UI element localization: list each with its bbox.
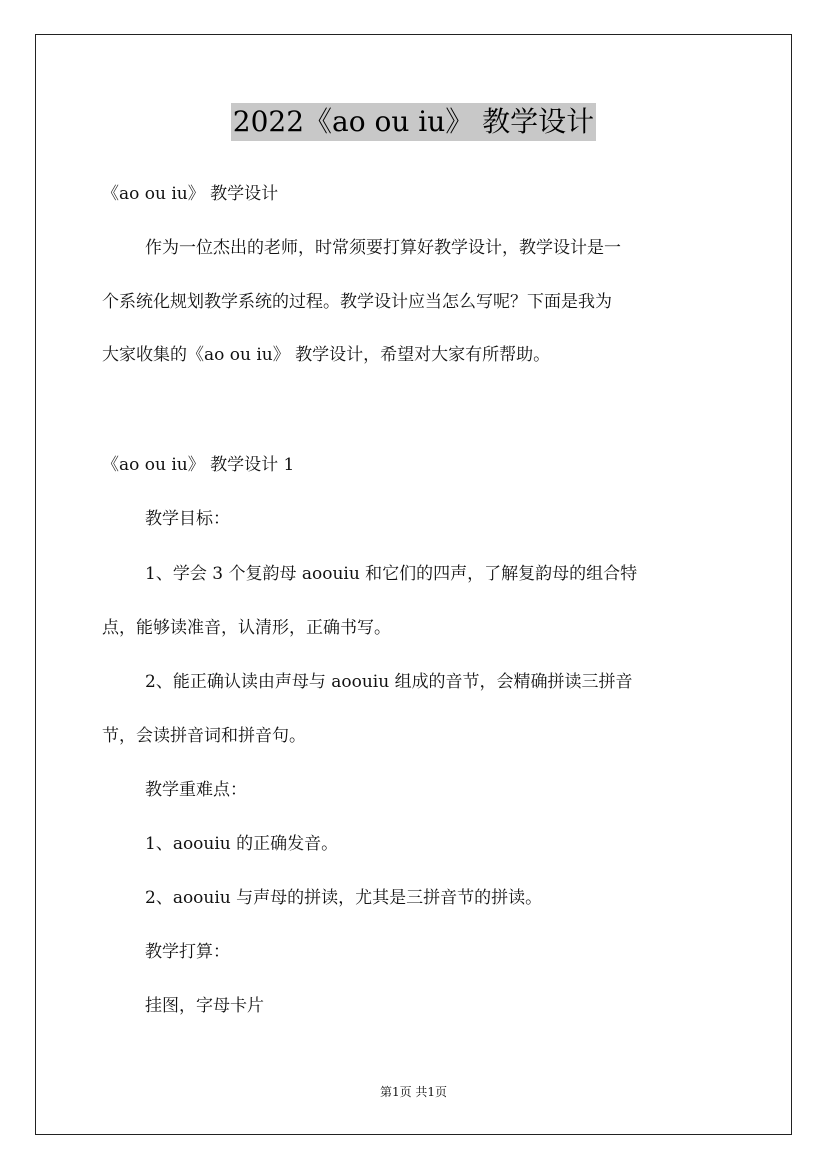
goals-heading: 教学目标： bbox=[145, 509, 230, 529]
document-subtitle: 《ao ou iu》 教学设计 bbox=[102, 184, 279, 204]
intro-line-1: 作为一位杰出的老师，时常须要打算好教学设计，教学设计是一 bbox=[145, 238, 621, 258]
intro-line-3: 大家收集的《ao ou iu》 教学设计，希望对大家有所帮助。 bbox=[102, 345, 551, 365]
key-point-2: 2、aoouiu 与声母的拼读，尤其是三拼音节的拼读。 bbox=[145, 888, 543, 908]
intro-line-2: 个系统化规划教学系统的过程。教学设计应当怎么写呢？下面是我为 bbox=[102, 292, 612, 312]
section-heading: 《ao ou iu》 教学设计 1 bbox=[102, 455, 295, 475]
page-footer: 第1页 共1页 bbox=[379, 1085, 448, 1099]
document-title: 2022《ao ou iu》 教学设计 bbox=[231, 103, 596, 141]
goal-2-line-1: 2、能正确认读由声母与 aoouiu 组成的音节，会精确拼读三拼音 bbox=[145, 672, 633, 692]
title-container bbox=[0, 103, 827, 141]
key-point-1: 1、aoouiu 的正确发音。 bbox=[145, 834, 339, 854]
goal-2-line-2: 节，会读拼音词和拼音句。 bbox=[102, 726, 306, 746]
prep-heading: 教学打算： bbox=[145, 942, 230, 962]
goal-1-line-1: 1、学会 3 个复韵母 aoouiu 和它们的四声，了解复韵母的组合特 bbox=[145, 564, 638, 584]
prep-content: 挂图，字母卡片 bbox=[145, 996, 264, 1016]
key-points-heading: 教学重难点： bbox=[145, 780, 247, 800]
goal-1-line-2: 点，能够读准音，认清形，正确书写。 bbox=[102, 618, 391, 638]
